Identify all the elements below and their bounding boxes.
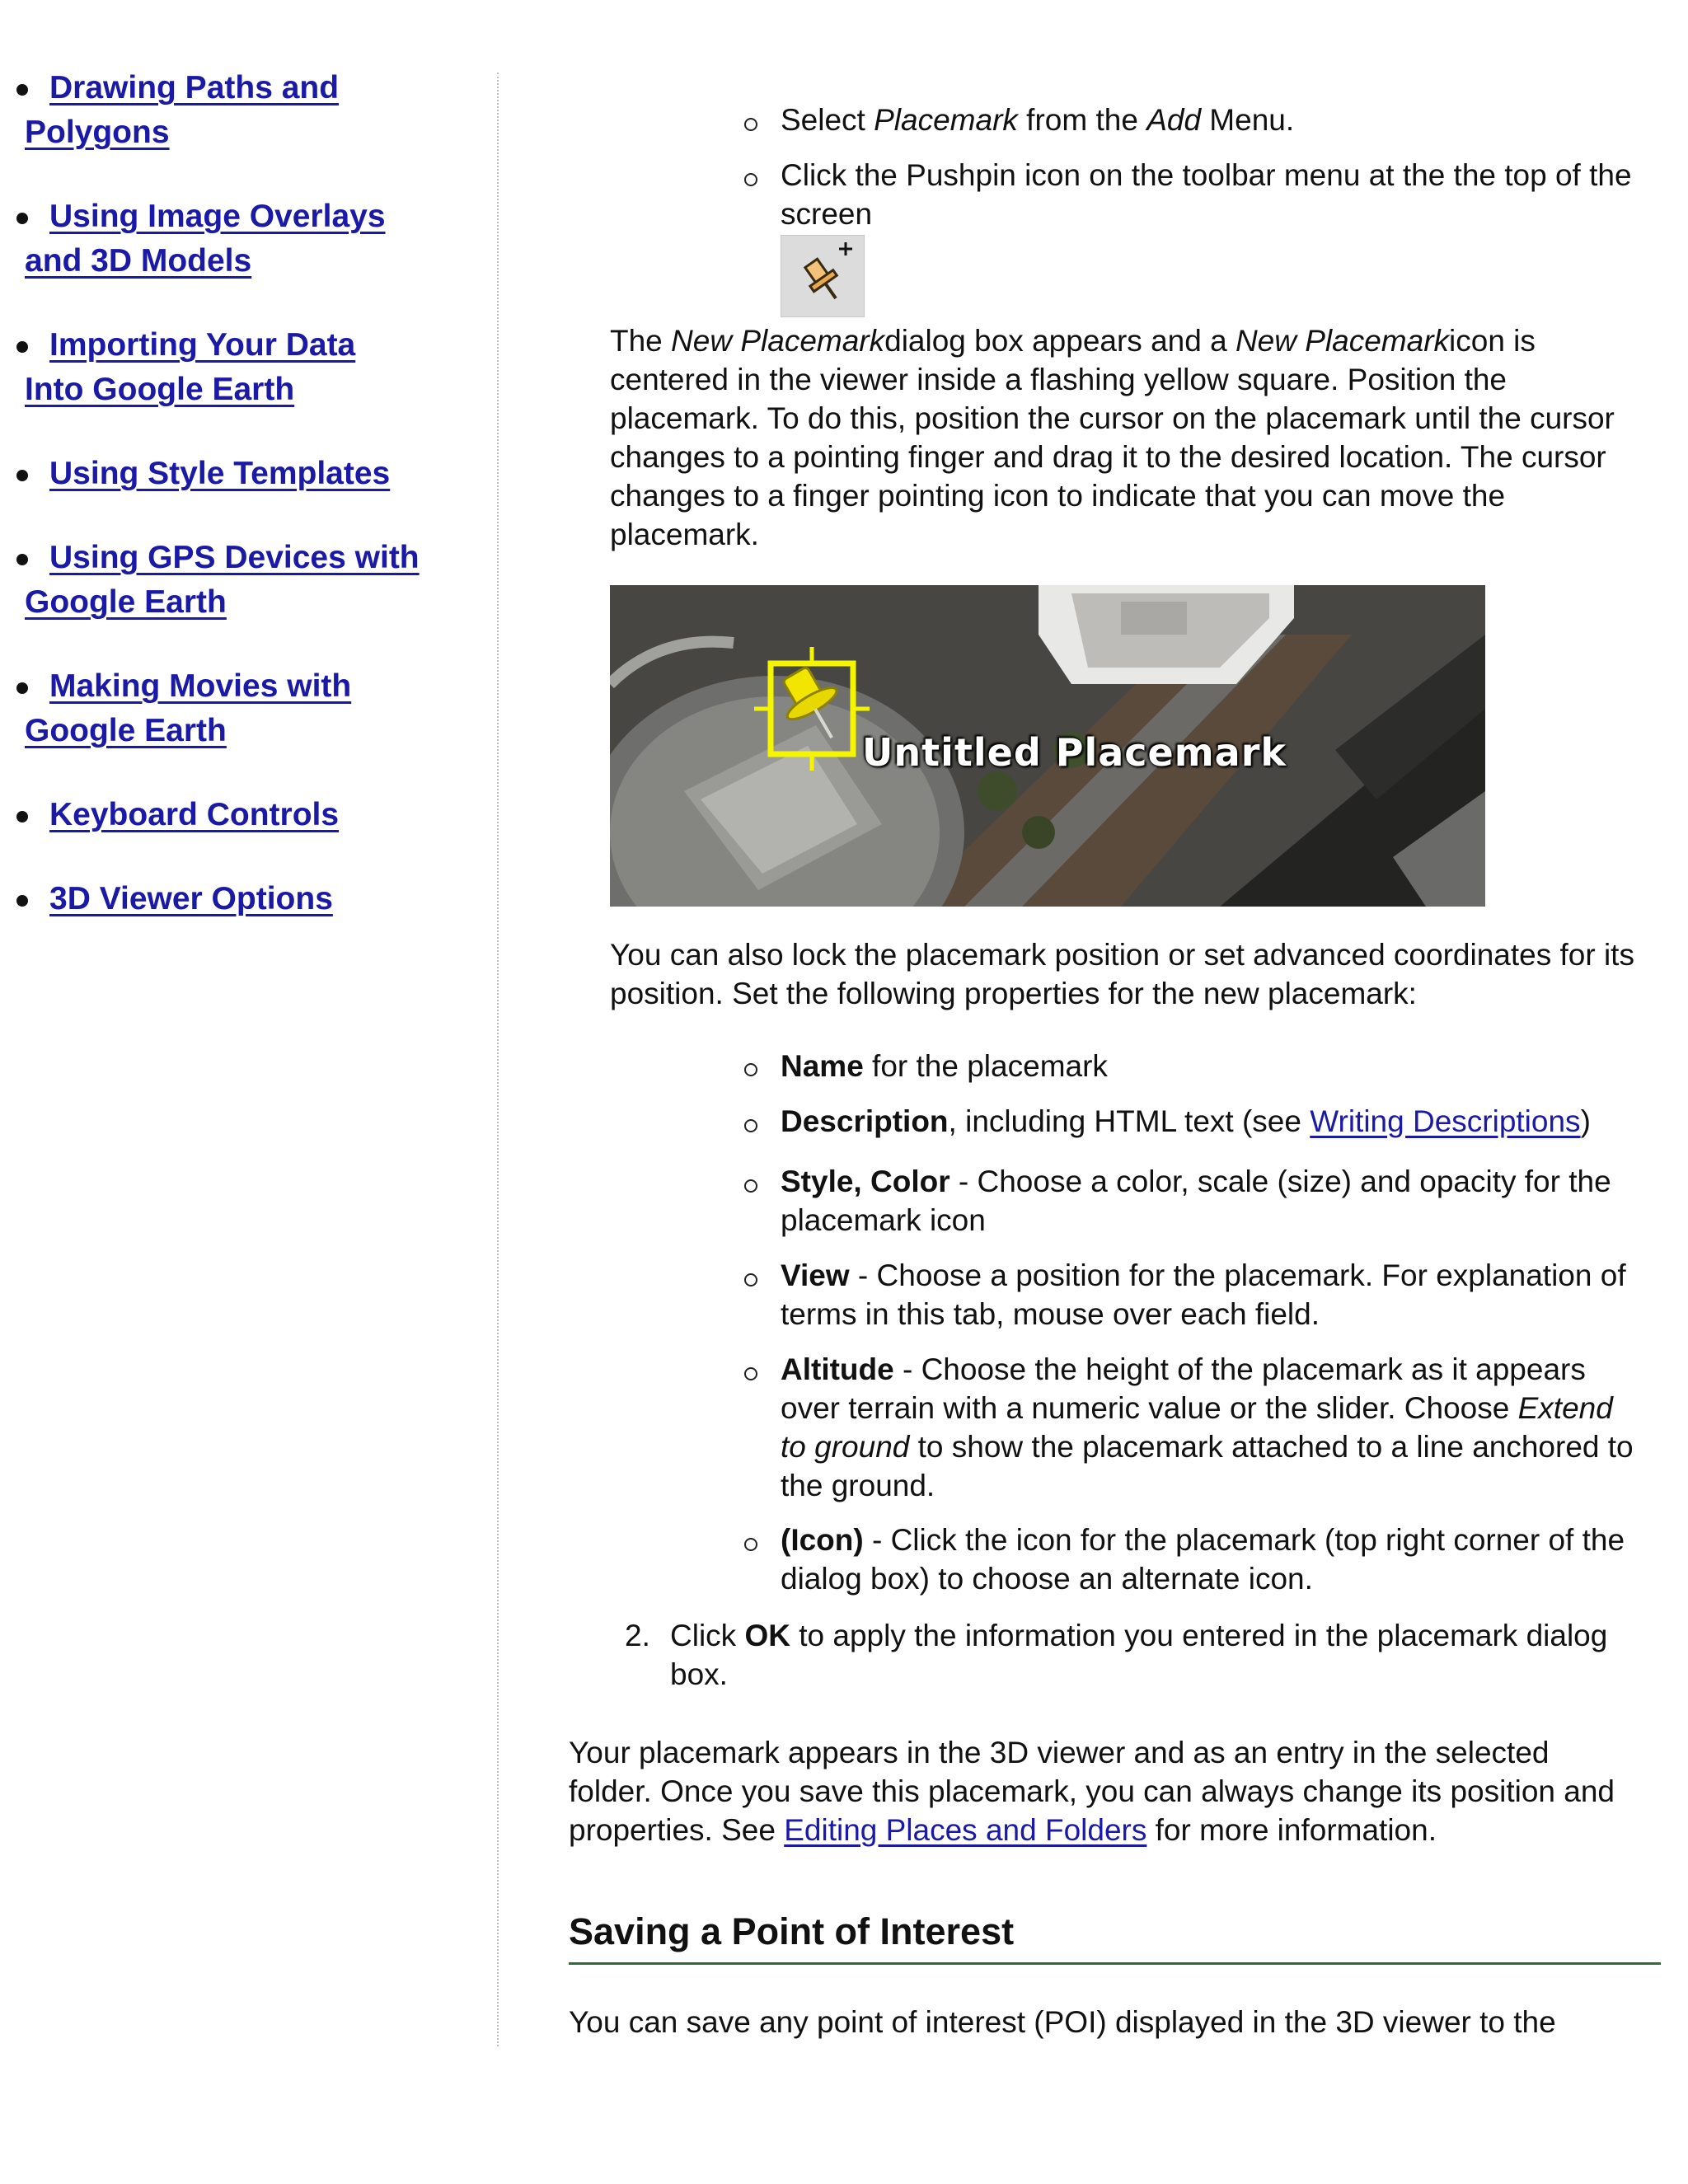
prop-description (781, 1102, 1671, 1141)
prop-name (781, 1047, 1654, 1085)
nav-list (15, 66, 460, 961)
text-run: - Choose a color, scale (size) and opacity for the placemark icon (781, 1165, 1611, 1237)
text-italic: New Placemark (671, 324, 885, 358)
nav-item (15, 452, 453, 496)
nav-item (15, 793, 453, 837)
editing-places-link[interactable]: Editing Places and Folders (784, 1813, 1147, 1847)
nav-link-making-movies[interactable]: Making Movies with Google Earth (25, 668, 352, 748)
nav-link-style-templates[interactable]: Using Style Templates (49, 456, 391, 491)
bullet-dot (16, 341, 28, 353)
text-italic: Extend to ground (781, 1391, 1613, 1464)
nav-item (15, 323, 387, 412)
text-bold: Name (781, 1049, 864, 1083)
nav-item (15, 66, 371, 155)
text-run: The (610, 324, 672, 358)
text-italic: New Placemark (1235, 324, 1450, 358)
bullet-ring (744, 1063, 757, 1076)
nav-link-gps-devices[interactable]: Using GPS Devices with Google Earth (25, 540, 420, 620)
text-bold: (Icon) (781, 1523, 864, 1557)
section-heading: Saving a Point of Interest (569, 1910, 1015, 1952)
bullet-dot (16, 84, 28, 96)
text-run: - Click the icon for the placemark (top right corner of the dialog box) to choose an alternate icon. (781, 1523, 1625, 1596)
step-select-placemark (781, 101, 1654, 139)
prop-icon (781, 1521, 1646, 1598)
placemark-label: Untitled Placemark (862, 730, 1287, 775)
lock-paragraph: You can also lock the placemark position or set advanced coordinates for its position. Set the following properties for the new placemark: (610, 938, 1634, 1010)
placemark-screenshot-image (610, 585, 1485, 907)
section-paragraph: You can save any point of interest (POI) displayed in the 3D viewer to the (569, 2005, 1556, 2039)
text-run: to apply the information you entered in the placemark dialog box. (670, 1619, 1608, 1691)
bullet-ring (744, 1119, 757, 1132)
text-bold: Description (781, 1104, 949, 1138)
nav-item (15, 536, 445, 625)
bullet-dot (16, 682, 28, 694)
bullet-ring (744, 1179, 757, 1193)
nav-link-keyboard-controls[interactable]: Keyboard Controls (49, 797, 340, 832)
writing-descriptions-link[interactable]: Writing Descriptions (1310, 1104, 1581, 1138)
text-run: ) (1580, 1104, 1591, 1138)
text-bold: View (781, 1258, 850, 1292)
text-run: to show the placemark attached to a line anchored to the ground. (781, 1430, 1634, 1502)
step-click-ok (670, 1616, 1618, 1694)
nav-link-3d-viewer-options[interactable]: 3D Viewer Options (49, 881, 333, 916)
bullet-dot (16, 895, 28, 907)
intro-paragraph (610, 321, 1657, 554)
outro-paragraph (569, 1733, 1632, 1849)
nav-link-drawing-paths[interactable]: Drawing Paths and Polygons (25, 70, 340, 150)
text-run: dialog box appears and a (884, 324, 1236, 358)
text-run: Your placemark appears in the 3D viewer and as an entry in the selected folder. Once you save this placemark, you can always change its position and properties. See (569, 1736, 1615, 1847)
text-run: Click (670, 1619, 745, 1652)
bullet-ring (744, 1538, 757, 1551)
pushpin-toolbar-button[interactable] (781, 235, 865, 317)
text-run: icon is centered in the viewer inside a flashing yellow square. Position the placemark. To do this, position the cursor on the placemark until the cursor changes to a pointing finger and drag it to the desired location. The cursor changes to a finger pointing icon to indicate that you can move the placemark. (610, 324, 1615, 551)
sidebar-divider (497, 73, 499, 2046)
text-bold: Style, Color (781, 1165, 950, 1198)
nav-link-image-overlays[interactable]: Using Image Overlays and 3D Models (25, 199, 386, 279)
text-run: - Choose a position for the placemark. For explanation of terms in this tab, mouse over each field. (781, 1258, 1626, 1331)
pushpin-add-icon (781, 236, 864, 316)
text-italic: Placemark (874, 103, 1018, 137)
bullet-dot (16, 811, 28, 823)
text-run: Menu. (1201, 103, 1295, 137)
nav-item (15, 194, 412, 284)
text-bold: OK (744, 1619, 790, 1652)
text-italic: Add (1146, 103, 1202, 137)
bullet-dot (16, 213, 28, 224)
text-run: from the (1017, 103, 1147, 137)
nav-item (15, 664, 379, 753)
nav-item (15, 877, 453, 921)
bullet-ring (744, 1273, 757, 1286)
step-number: 2. (625, 1619, 650, 1652)
text-run: for more information. (1146, 1813, 1437, 1847)
text-bold: Altitude (781, 1352, 894, 1386)
bullet-ring (744, 1367, 757, 1380)
step-click-pushpin: Click the Pushpin icon on the toolbar menu at the the top of the screen (781, 158, 1632, 231)
text-run: Select (781, 103, 874, 137)
nav-link-importing-data[interactable]: Importing Your Data Into Google Earth (25, 327, 356, 407)
sidebar-nav (0, 0, 478, 2052)
bullet-ring (744, 118, 757, 131)
prop-altitude (781, 1350, 1646, 1505)
bullet-ring (744, 173, 757, 186)
bullet-dot (16, 470, 28, 481)
prop-style-color (781, 1162, 1638, 1240)
text-run: for the placemark (863, 1049, 1108, 1083)
bullet-dot (16, 554, 28, 565)
heading-rule (569, 1962, 1661, 1965)
text-run: - Choose the height of the placemark as it appears over terrain with a numeric value or the slider. Choose (781, 1352, 1586, 1425)
text-run: , including HTML text (see (948, 1104, 1311, 1138)
prop-view (781, 1256, 1654, 1333)
